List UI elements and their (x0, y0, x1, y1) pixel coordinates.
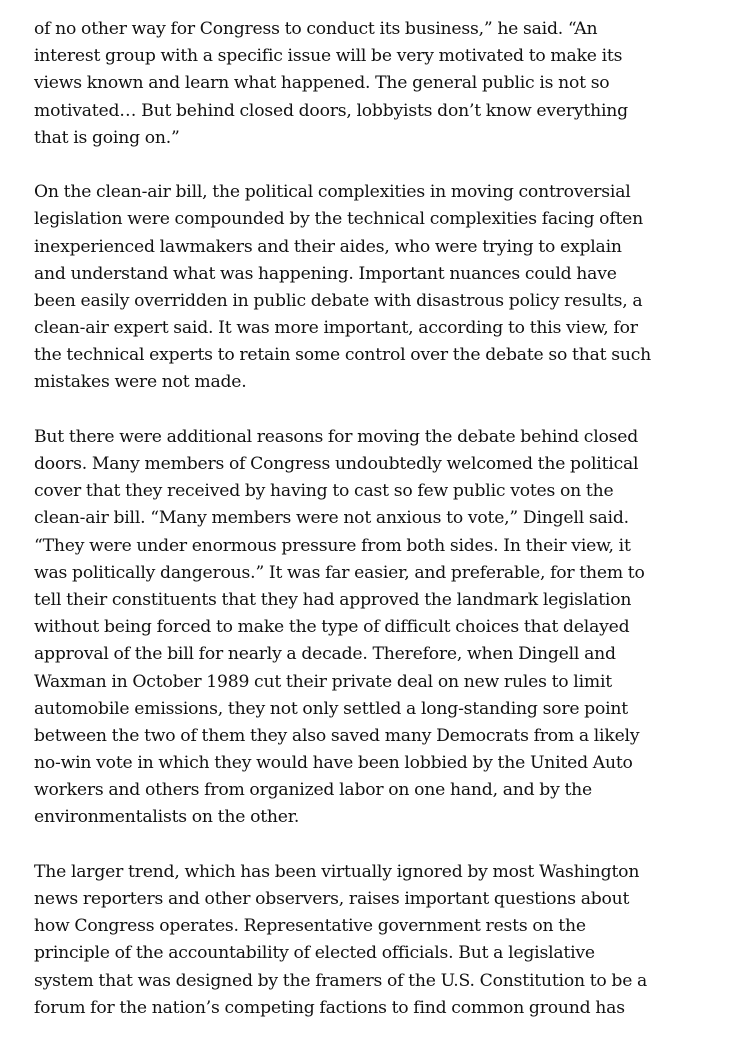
text-line: inexperienced lawmakers and their aides, who were trying to explain (34, 236, 622, 257)
text-line: Waxman in October 1989 cut their private deal on new rules to limit (34, 671, 612, 692)
text-line: how Congress operates. Representative government rests on the (34, 916, 586, 937)
text-line: was politically dangerous.” It was far easier, and preferable, for them to (34, 562, 645, 583)
text-line: “They were under enormous pressure from both sides. In their view, it (34, 535, 631, 556)
text-line: system that was designed by the framers of the U.S. Constitution to be a (34, 970, 648, 991)
text-line: approval of the bill for nearly a decade. Therefore, when Dingell and (34, 644, 616, 665)
paragraph-4 (34, 859, 706, 1022)
text-line: news reporters and other observers, raises important questions about (34, 889, 630, 909)
document-page (34, 16, 706, 1049)
text-line: views known and learn what happened. The general public is not so (34, 73, 610, 94)
text-line: workers and others from organized labor on one hand, and by the (34, 780, 593, 801)
text-line: been easily overridden in public debate with disastrous policy results, a (34, 290, 643, 311)
text-line: clean-air expert said. It was more important, according to this view, for (34, 318, 638, 339)
text-line: that is going on.” (34, 127, 180, 148)
text-line: doors. Many members of Congress undoubtedly welcomed the political (34, 454, 639, 474)
text-line: principle of the accountability of elected officials. But a legislative (34, 943, 595, 964)
text-line: motivated… But behind closed doors, lobbyists don’t know everything (34, 100, 628, 121)
text-line: legislation were compounded by the technical complexities facing often (34, 209, 644, 230)
text-line: the technical experts to retain some control over the debate so that such (34, 345, 651, 366)
text-line: of no other way for Congress to conduct its business,” he said. “An (34, 19, 598, 39)
text-line: interest group with a specific issue will be very motivated to make its (34, 46, 623, 67)
text-line: cover that they received by having to cast so few public votes on the (34, 481, 614, 502)
text-line: between the two of them they also saved many Democrats from a likely (34, 725, 640, 746)
text-line: tell their constituents that they had approved the landmark legislation (34, 589, 632, 610)
text-line: forum for the nation’s competing factions to find common ground has (34, 997, 625, 1018)
text-line: and understand what was happening. Important nuances could have (34, 263, 617, 284)
text-line: automobile emissions, they not only settled a long-standing sore point (34, 698, 629, 719)
paragraph-1 (34, 16, 706, 152)
text-line: no-win vote in which they would have been lobbied by the United Auto (34, 753, 633, 774)
paragraph-3 (34, 424, 706, 832)
text-line: But there were additional reasons for moving the debate behind closed (34, 426, 639, 447)
paragraph-2 (34, 179, 706, 397)
text-line: clean-air bill. “Many members were not anxious to vote,” Dingell said. (34, 508, 629, 529)
text-line: On the clean-air bill, the political complexities in moving controversial (34, 182, 631, 203)
text-line: environmentalists on the other. (34, 807, 300, 828)
text-line: mistakes were not made. (34, 372, 247, 393)
text-line: The larger trend, which has been virtually ignored by most Washington (34, 861, 640, 882)
text-line: without being forced to make the type of difficult choices that delayed (34, 617, 630, 638)
